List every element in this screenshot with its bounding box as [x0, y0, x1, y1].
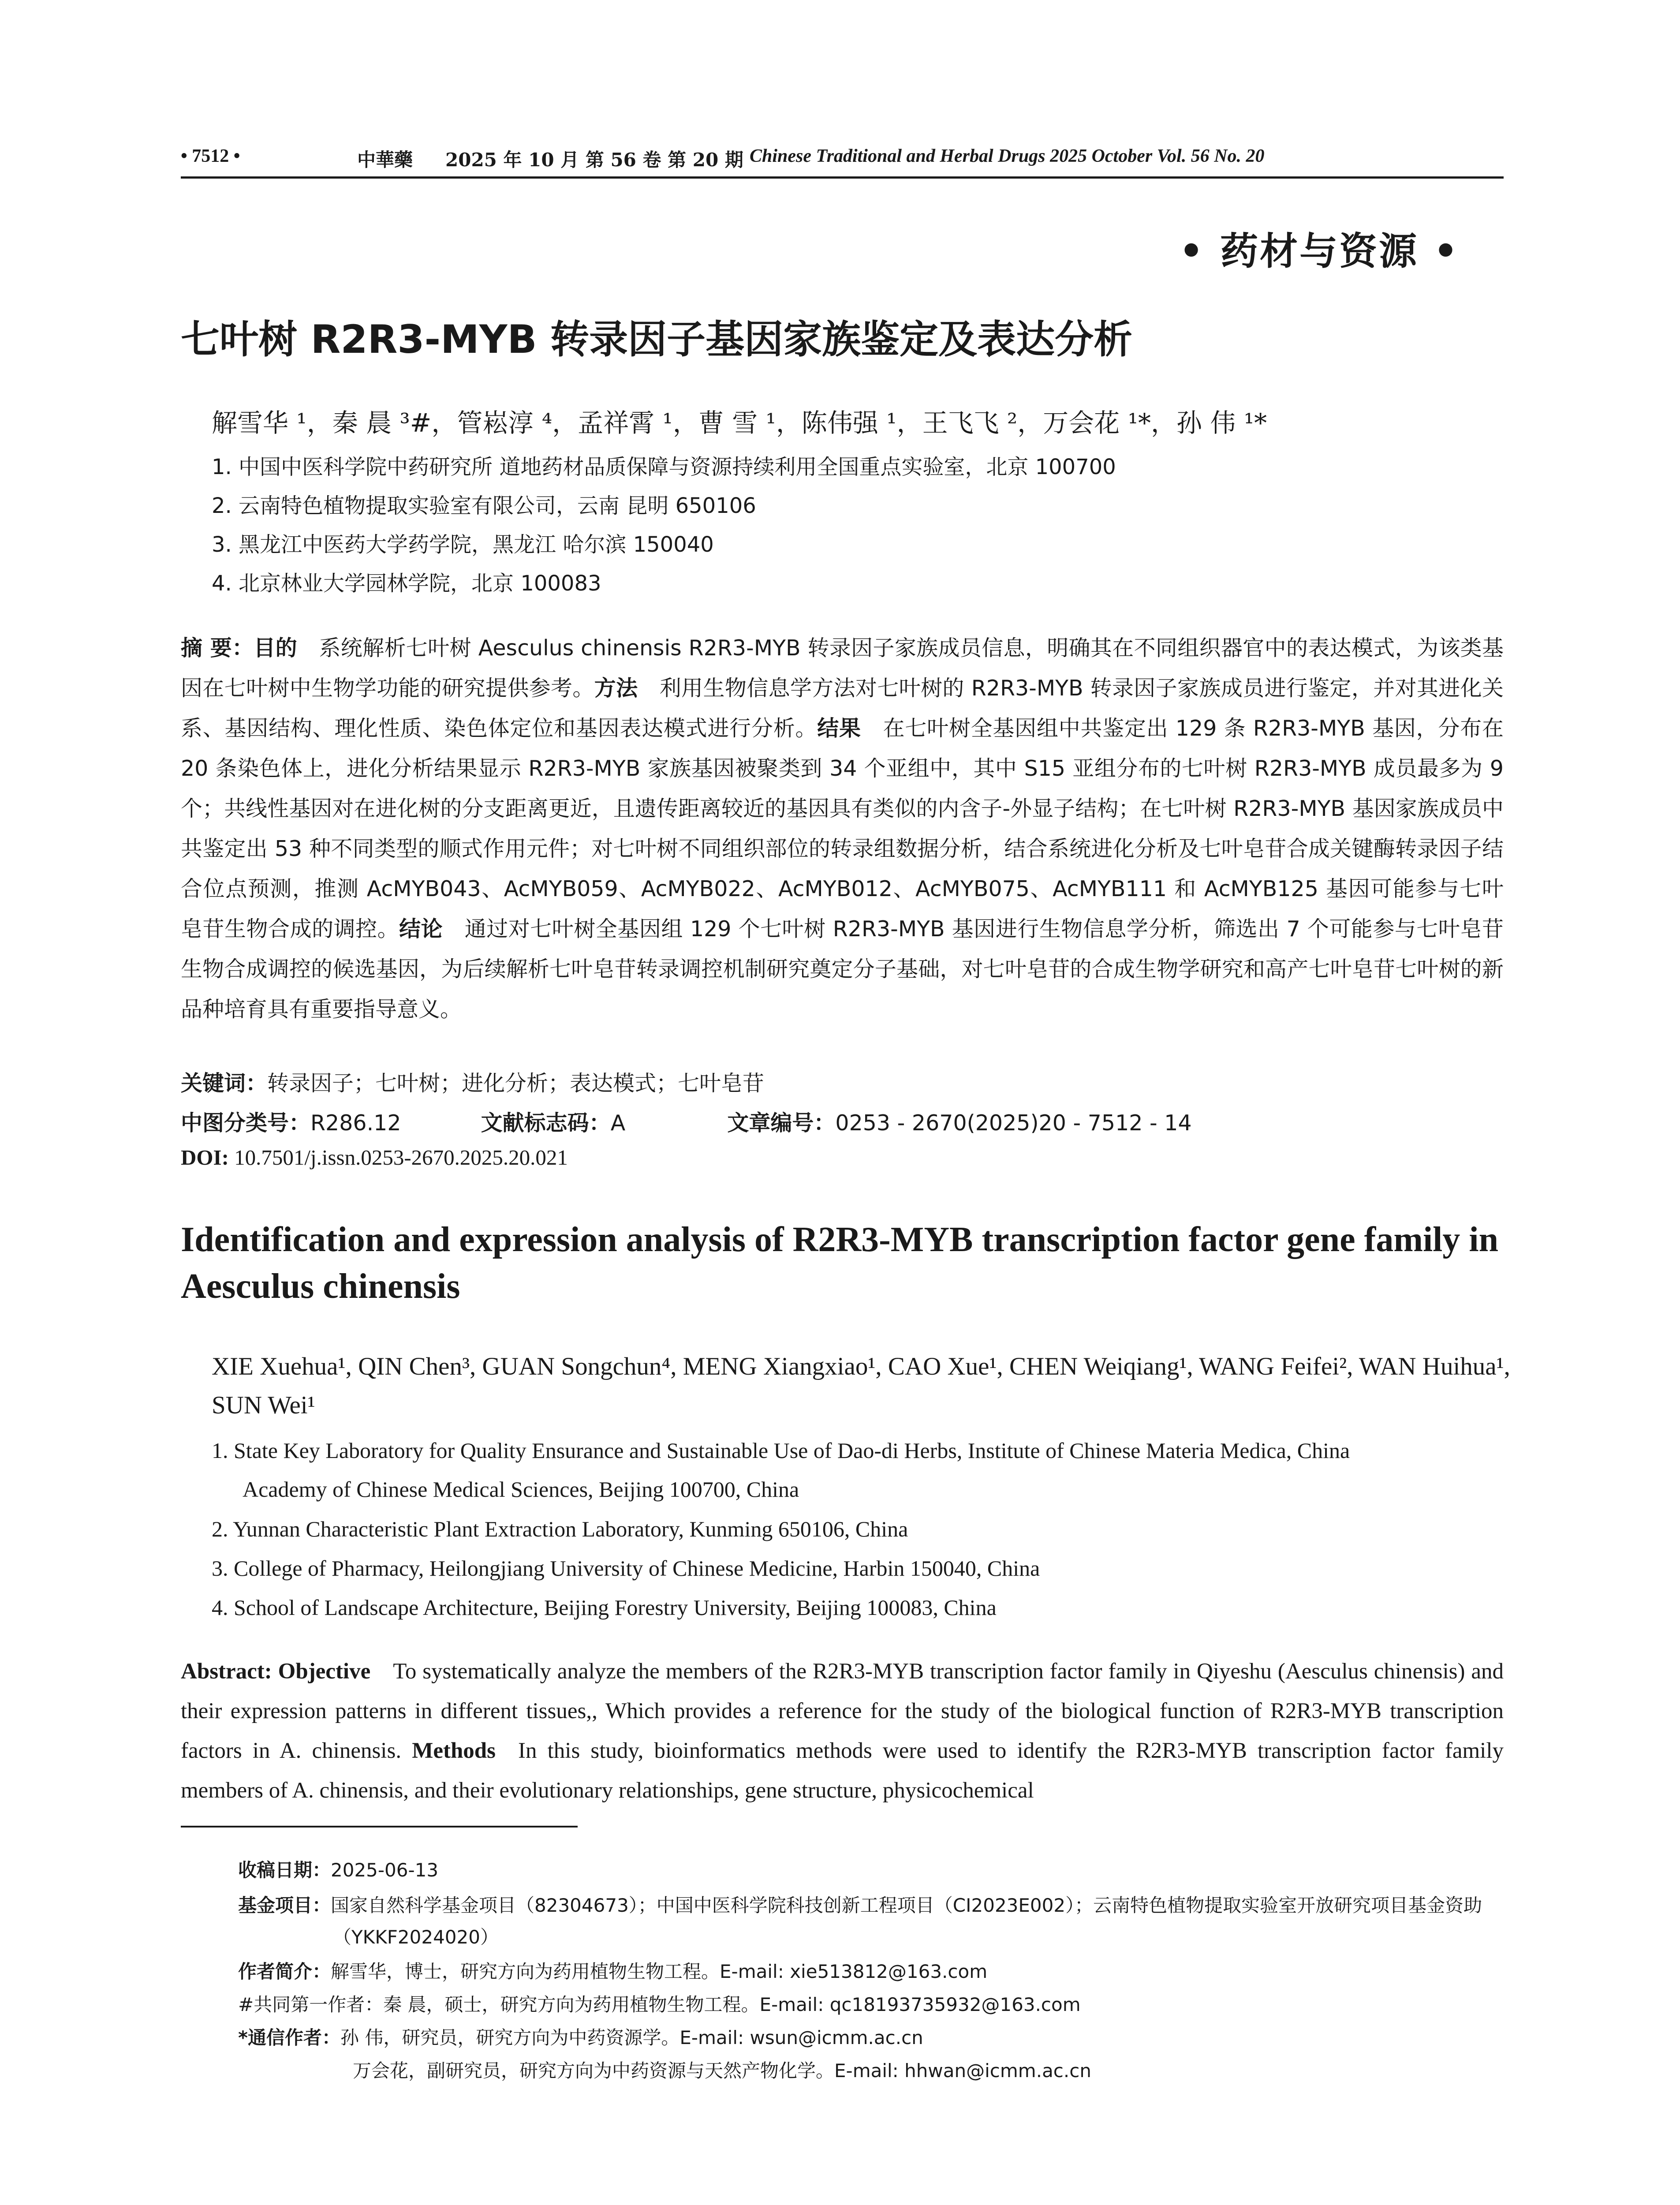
classification-line — [181, 1106, 1192, 1137]
authors-cn: 解雪华 ¹，秦 晨 ³#，管崧淳 ⁴，孟祥霄 ¹，曹 雪 ¹，陈伟强 ¹，王飞飞 ²，万会花 ¹*，孙 伟 ¹* — [212, 408, 1267, 438]
affiliation-en-1-line2: Academy of Chinese Medical Sciences, Beijing 100700, China — [243, 1477, 799, 1502]
footnote-corresponding-2: 万会花，副研究员，研究方向为中药资源与天然产物化学。E-mail: hhwan@icmm.ac.cn — [353, 2060, 1091, 2082]
journal-name-en: Chinese Traditional and Herbal Drugs 2025 October Vol. 56 No. 20 — [750, 146, 1265, 166]
methods-en: In this study, bioinformatics methods were used to identify the R2R3-MYB transcription factor family members of A. chinensis, and their evolutionary relationships, gene structure, physicochemical — [181, 1738, 1504, 1803]
doi-line — [181, 1145, 568, 1170]
affiliation-cn-3: 3. 黑龙江中医药大学药学院，黑龙江 哈尔滨 150040 — [212, 532, 714, 557]
received-date: 2025-06-13 — [331, 1859, 439, 1881]
received-label: 收稿日期： — [238, 1859, 331, 1881]
affiliation-cn-4: 4. 北京林业大学园林学院，北京 100083 — [212, 571, 601, 596]
footnote-cofirst: #共同第一作者：秦 晨，硕士，研究方向为药用植物生物工程。E-mail: qc18193735932@163.com — [238, 1994, 1081, 2015]
footnote-received — [238, 1854, 438, 1886]
keywords-value: 转录因子；七叶树；进化分析；表达模式；七叶皂苷 — [267, 1071, 765, 1096]
running-header — [181, 142, 1504, 177]
authors-en: XIE Xuehua¹, QIN Chen³, GUAN Songchun⁴, MENG Xiangxiao¹, CAO Xue¹, CHEN Weiqiang¹, WANG Feifei², WAN Huihua¹, SUN Wei¹ — [212, 1353, 1510, 1419]
objective-cn: 系统解析七叶树 Aesculus chinensis R2R3-MYB 转录因子家族成员信息，明确其在不同组织器官中的表达模式，为该类基因在七叶树中生物学功能的研究提供参考。 — [181, 635, 1504, 701]
author-bio: 解雪华，博士，研究方向为药用植物生物工程。E-mail: xie513812@163.com — [331, 1961, 988, 1982]
affiliation-en-2: 2. Yunnan Characteristic Plant Extraction Laboratory, Kunming 650106, China — [212, 1517, 908, 1541]
title-en: Identification and expression analysis of R2R3-MYB transcription factor gene family in Aesculus chinensis — [181, 1220, 1499, 1306]
methods-label-cn: 方法 — [594, 676, 638, 701]
issue-cn: 2025 年 10 月 第 56 卷 第 20 期 — [445, 149, 743, 171]
affiliation-cn-1: 1. 中国中医科学院中药研究所 道地药材品质保障与资源持续利用全国重点实验室，北京 100700 — [212, 455, 1116, 479]
footnote-rule — [181, 1826, 578, 1828]
objective-en: To systematically analyze the members of the R2R3-MYB transcription factor family in Qiyeshu (Aesculus chinensis) and their expression patterns in different tissues,, Which provides a reference for the study of the biological function of R2R3-MYB transcription factors in A. chinensis. — [181, 1659, 1504, 1763]
abstract-en-label: Abstract: — [181, 1659, 272, 1684]
fund-label: 基金项目： — [238, 1895, 331, 1916]
affiliation-en-1-line1: 1. State Key Laboratory for Quality Ensurance and Sustainable Use of Dao-di Herbs, Institute of Chinese Materia Medica, China — [212, 1438, 1350, 1463]
page-number: • 7512 • — [181, 146, 240, 166]
title-cn: 七叶树 R2R3-MYB 转录因子基因家族鉴定及表达分析 — [181, 317, 1133, 362]
abstract-cn-label: 摘 要： — [181, 635, 254, 661]
conclusion-label-cn: 结论 — [399, 916, 443, 942]
doi-label: DOI: — [181, 1145, 229, 1170]
affiliation-cn-2: 2. 云南特色植物提取实验室有限公司，云南 昆明 650106 — [212, 493, 756, 518]
conclusion-cn: 通过对七叶树全基因组 129 个七叶树 R2R3-MYB 基因进行生物信息学分析，筛选出 7 个可能参与七叶皂苷生物合成调控的候选基因，为后续解析七叶皂苷转录调控机制研究奠定分子基础，对七叶皂苷的合成生物学研究和高产七叶皂苷七叶树的新品种培育具有重要指导意义。 — [181, 916, 1504, 1022]
fund-text: 国家自然科学基金项目（82304673）；中国中医科学院科技创新工程项目（CI2023E002）；云南特色植物提取实验室开放研究项目基金资助（YKKF2024020） — [331, 1895, 1482, 1948]
affiliation-en-3: 3. College of Pharmacy, Heilongjiang University of Chinese Medicine, Harbin 150040, China — [212, 1556, 1040, 1581]
clc-value: R286.12 — [310, 1110, 401, 1136]
article-no-label: 文章编号： — [727, 1110, 836, 1136]
footnote-corresponding — [238, 2022, 923, 2054]
doc-code-label: 文献标志码： — [481, 1110, 611, 1136]
doc-code-value: A — [610, 1110, 626, 1136]
article-no-value: 0253 - 2670(2025)20 - 7512 - 14 — [835, 1110, 1192, 1136]
keywords-cn — [181, 1066, 764, 1097]
footnote-author — [238, 1956, 987, 1988]
objective-label-en: Objective — [278, 1659, 371, 1684]
header-rule — [181, 176, 1504, 179]
objective-label-cn: 目的 — [254, 635, 298, 661]
affiliation-en-4: 4. School of Landscape Architecture, Beijing Forestry University, Beijing 100083, China — [212, 1595, 997, 1620]
clc-label: 中图分类号： — [181, 1110, 311, 1136]
abstract-en — [181, 1652, 1504, 1810]
results-cn: 在七叶树全基因组中共鉴定出 129 条 R2R3-MYB 基因，分布在 20 条染色体上，进化分析结果显示 R2R3-MYB 家族基因被聚类到 34 个亚组中，其中 S15 亚组分布的七叶树 R2R3-MYB 成员最多为 9 个；共线性基因对在进化树的分支距离更近，且遗传距离较近的基因具有类似的内含子-外显子结构；在七叶树 R2R3-MYB 基因家族成员中共鉴定出 53 种不同类型的顺式作用元件；对七叶树不同组织部位的转录组数据分析，结合系统进化分析及七叶皂苷合成关键酶转录因子结合位点预测，推测 AcMYB043、AcMYB059、AcMYB022、AcMYB012、AcMYB075、AcMYB111 和 AcMYB125 基因可能参与七叶皂苷生物合成的调控。 — [181, 716, 1504, 942]
footnote-fund — [238, 1890, 1603, 1953]
corresponding-1: 孙 伟，研究员，研究方向为中药资源学。E-mail: wsun@icmm.ac.cn — [340, 2027, 923, 2048]
methods-cn: 利用生物信息学方法对七叶树的 R2R3-MYB 转录因子家族成员进行鉴定，并对其进化关系、基因结构、理化性质、染色体定位和基因表达模式进行分析。 — [181, 676, 1504, 741]
author-bio-label: 作者简介： — [238, 1961, 331, 1982]
keywords-label: 关键词： — [181, 1071, 268, 1096]
section-tag: • 药材与资源 • — [1179, 229, 1460, 273]
doi-value[interactable]: 10.7501/j.issn.0253-2670.2025.20.021 — [234, 1145, 568, 1170]
methods-label-en: Methods — [412, 1738, 496, 1763]
corresponding-label: *通信作者： — [238, 2027, 340, 2048]
journal-name-cn: 中華藥 — [357, 149, 413, 171]
results-label-cn: 结果 — [817, 716, 861, 741]
abstract-cn — [181, 628, 1504, 1029]
affiliation-en-1 — [212, 1431, 1512, 1509]
